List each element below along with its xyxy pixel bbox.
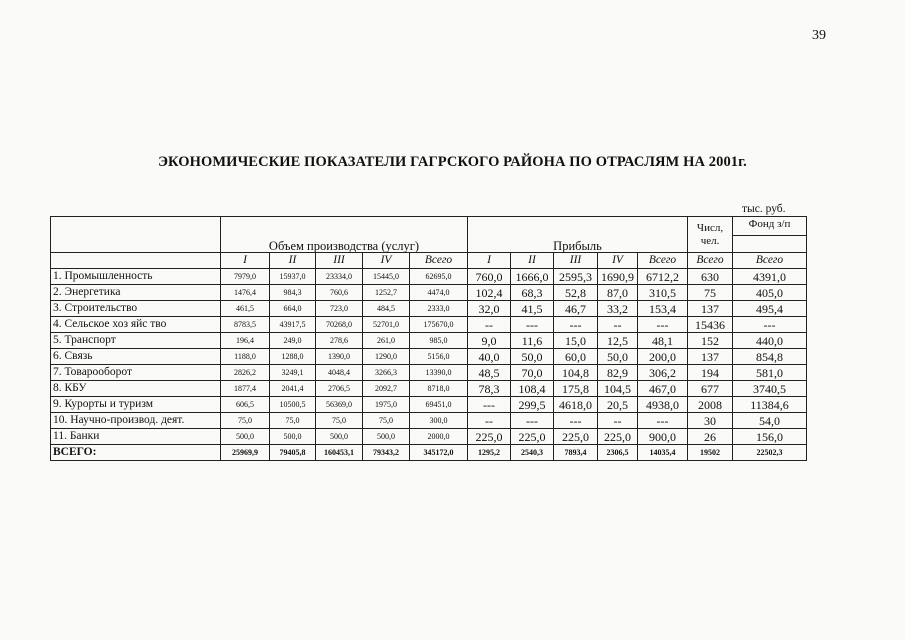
- table-cell: 310,5: [638, 285, 688, 301]
- table-cell: 854,8: [733, 349, 807, 365]
- table-cell: 5156,0: [410, 349, 468, 365]
- row-label: 11. Банки: [51, 429, 221, 445]
- table-cell: 760,0: [468, 269, 511, 285]
- table-cell: 985,0: [410, 333, 468, 349]
- table-cell: 8783,5: [221, 317, 270, 333]
- sub-header-cell: III: [316, 253, 363, 269]
- table-cell: 75: [688, 285, 733, 301]
- table-cell: 69451,0: [410, 397, 468, 413]
- table-cell: 677: [688, 381, 733, 397]
- economic-indicators-table: [50, 216, 807, 461]
- table-cell: 2706,5: [316, 381, 363, 397]
- table-cell: 606,5: [221, 397, 270, 413]
- header-corner: [51, 217, 221, 253]
- table-cell: --: [598, 317, 638, 333]
- table-cell: 500,0: [221, 429, 270, 445]
- row-label: 2. Энергетика: [51, 285, 221, 301]
- table-cell: 50,0: [511, 349, 554, 365]
- table-cell: 78,3: [468, 381, 511, 397]
- table-cell: 1666,0: [511, 269, 554, 285]
- table-cell: 194: [688, 365, 733, 381]
- table-cell: 500,0: [363, 429, 410, 445]
- table-cell: 62695,0: [410, 269, 468, 285]
- total-label: ВСЕГО:: [51, 445, 221, 461]
- table-cell: 68,3: [511, 285, 554, 301]
- sub-header-cell: III: [554, 253, 598, 269]
- table-cell: 225,0: [598, 429, 638, 445]
- table-cell: 278,6: [316, 333, 363, 349]
- table-cell: 43917,5: [270, 317, 316, 333]
- total-cell: 79343,2: [363, 445, 410, 461]
- table-cell: 32,0: [468, 301, 511, 317]
- table-cell: 299,5: [511, 397, 554, 413]
- table-cell: 60,0: [554, 349, 598, 365]
- table-cell: 104,8: [554, 365, 598, 381]
- row-label: 8. КБУ: [51, 381, 221, 397]
- table-cell: 4391,0: [733, 269, 807, 285]
- table-cell: 30: [688, 413, 733, 429]
- table-cell: 75,0: [363, 413, 410, 429]
- table-cell: 3249,1: [270, 365, 316, 381]
- table-cell: 137: [688, 301, 733, 317]
- table-cell: 2000,0: [410, 429, 468, 445]
- table-cell: 300,0: [410, 413, 468, 429]
- table-cell: 2333,0: [410, 301, 468, 317]
- table-cell: 581,0: [733, 365, 807, 381]
- total-cell: 14035,4: [638, 445, 688, 461]
- table-cell: 82,9: [598, 365, 638, 381]
- table-cell: 52701,0: [363, 317, 410, 333]
- table-cell: 11384,6: [733, 397, 807, 413]
- sub-header-cell: Всего: [733, 253, 807, 269]
- table-cell: 20,5: [598, 397, 638, 413]
- total-row: [51, 445, 807, 461]
- table-cell: 70,0: [511, 365, 554, 381]
- table-cell: 137: [688, 349, 733, 365]
- table-cell: 664,0: [270, 301, 316, 317]
- row-label: 10. Научно-производ. деят.: [51, 413, 221, 429]
- total-cell: 22502,3: [733, 445, 807, 461]
- table-cell: 1288,0: [270, 349, 316, 365]
- table-cell: 467,0: [638, 381, 688, 397]
- table-cell: 495,4: [733, 301, 807, 317]
- table-cell: 4618,0: [554, 397, 598, 413]
- table-cell: 2826,2: [221, 365, 270, 381]
- sub-header-cell: II: [270, 253, 316, 269]
- table-cell: 23334,0: [316, 269, 363, 285]
- table-cell: 52,8: [554, 285, 598, 301]
- table-cell: 306,2: [638, 365, 688, 381]
- table-cell: 26: [688, 429, 733, 445]
- table-cell: 200,0: [638, 349, 688, 365]
- table-cell: 484,5: [363, 301, 410, 317]
- table-row: [51, 285, 807, 301]
- table-cell: 225,0: [468, 429, 511, 445]
- table-cell: 75,0: [270, 413, 316, 429]
- table-cell: 54,0: [733, 413, 807, 429]
- table-cell: 500,0: [270, 429, 316, 445]
- table-cell: 900,0: [638, 429, 688, 445]
- table-cell: 15,0: [554, 333, 598, 349]
- sub-header-cell: Всего: [638, 253, 688, 269]
- sub-header-cell: Всего: [410, 253, 468, 269]
- table-cell: 46,7: [554, 301, 598, 317]
- table-row: [51, 269, 807, 285]
- table-row: [51, 413, 807, 429]
- table-cell: 4048,4: [316, 365, 363, 381]
- table-cell: 102,4: [468, 285, 511, 301]
- table-cell: 225,0: [554, 429, 598, 445]
- table-cell: 2041,4: [270, 381, 316, 397]
- group-header-fund-blank: [733, 236, 807, 253]
- table-cell: 13390,0: [410, 365, 468, 381]
- table-row: [51, 349, 807, 365]
- table-cell: 500,0: [316, 429, 363, 445]
- table-cell: 1290,0: [363, 349, 410, 365]
- total-cell: 25969,9: [221, 445, 270, 461]
- table-cell: 1390,0: [316, 349, 363, 365]
- table-cell: 9,0: [468, 333, 511, 349]
- table-cell: 87,0: [598, 285, 638, 301]
- table-row: [51, 429, 807, 445]
- table-cell: 2595,3: [554, 269, 598, 285]
- page-number: 39: [812, 28, 826, 43]
- group-header-fund: Фонд з/п: [733, 217, 807, 236]
- table-cell: 104,5: [598, 381, 638, 397]
- total-cell: 345172,0: [410, 445, 468, 461]
- table-cell: 11,6: [511, 333, 554, 349]
- sub-header-cell: Всего: [688, 253, 733, 269]
- table-cell: 41,5: [511, 301, 554, 317]
- total-cell: 1295,2: [468, 445, 511, 461]
- table-cell: --: [598, 413, 638, 429]
- table-cell: 70268,0: [316, 317, 363, 333]
- row-label: 7. Товарооборот: [51, 365, 221, 381]
- table-cell: 156,0: [733, 429, 807, 445]
- table-cell: 12,5: [598, 333, 638, 349]
- table-cell: 1188,0: [221, 349, 270, 365]
- table-cell: 1877,4: [221, 381, 270, 397]
- table-cell: 8718,0: [410, 381, 468, 397]
- table-row: [51, 301, 807, 317]
- table-cell: 225,0: [511, 429, 554, 445]
- group-header-volume: Объем производства (услуг): [221, 217, 468, 253]
- table-cell: 984,3: [270, 285, 316, 301]
- table-cell: 153,4: [638, 301, 688, 317]
- table-cell: 461,5: [221, 301, 270, 317]
- table-cell: 6712,2: [638, 269, 688, 285]
- row-label: 5. Транспорт: [51, 333, 221, 349]
- table-cell: 4474,0: [410, 285, 468, 301]
- table-cell: 50,0: [598, 349, 638, 365]
- table-cell: --: [468, 317, 511, 333]
- table-cell: 75,0: [221, 413, 270, 429]
- total-cell: 7893,4: [554, 445, 598, 461]
- row-label: 4. Сельское хоз яйс тво: [51, 317, 221, 333]
- table-cell: 40,0: [468, 349, 511, 365]
- table-cell: 48,5: [468, 365, 511, 381]
- table-cell: 261,0: [363, 333, 410, 349]
- table-cell: 7979,0: [221, 269, 270, 285]
- table-cell: 196,4: [221, 333, 270, 349]
- table-row: [51, 317, 807, 333]
- table-cell: 723,0: [316, 301, 363, 317]
- table-cell: ---: [554, 317, 598, 333]
- table-cell: ---: [638, 413, 688, 429]
- table-cell: ---: [733, 317, 807, 333]
- sub-header-cell: I: [221, 253, 270, 269]
- table-cell: 2008: [688, 397, 733, 413]
- table-cell: 440,0: [733, 333, 807, 349]
- table-cell: 175670,0: [410, 317, 468, 333]
- table-cell: 1476,4: [221, 285, 270, 301]
- row-label: 9. Курорты и туризм: [51, 397, 221, 413]
- table-cell: 10500,5: [270, 397, 316, 413]
- total-cell: 19502: [688, 445, 733, 461]
- total-cell: 79405,8: [270, 445, 316, 461]
- row-label: 6. Связь: [51, 349, 221, 365]
- table-row: [51, 333, 807, 349]
- sub-header-blank: [51, 253, 221, 269]
- table-cell: 75,0: [316, 413, 363, 429]
- row-label: 1. Промышленность: [51, 269, 221, 285]
- page-title: ЭКОНОМИЧЕСКИЕ ПОКАЗАТЕЛИ ГАГРСКОГО РАЙОНА ПО ОТРАСЛЯМ НА 2001г.: [158, 154, 747, 170]
- table-cell: 405,0: [733, 285, 807, 301]
- group-header-staff: Числ, чел.: [688, 217, 733, 253]
- sub-header-row: [51, 253, 807, 269]
- table-cell: 1975,0: [363, 397, 410, 413]
- table-row: [51, 381, 807, 397]
- table-cell: 4938,0: [638, 397, 688, 413]
- table-cell: 56369,0: [316, 397, 363, 413]
- table-cell: ---: [511, 413, 554, 429]
- table-cell: ---: [468, 397, 511, 413]
- table-cell: 33,2: [598, 301, 638, 317]
- row-label: 3. Строительство: [51, 301, 221, 317]
- table-row: [51, 365, 807, 381]
- table-cell: --: [468, 413, 511, 429]
- table-cell: 2092,7: [363, 381, 410, 397]
- table-cell: 175,8: [554, 381, 598, 397]
- group-header-profit: Прибыль: [468, 217, 688, 253]
- total-cell: 2540,3: [511, 445, 554, 461]
- table-cell: ---: [554, 413, 598, 429]
- table-cell: 3266,3: [363, 365, 410, 381]
- sub-header-cell: I: [468, 253, 511, 269]
- units-label: тыс. руб.: [742, 203, 786, 215]
- table-cell: 48,1: [638, 333, 688, 349]
- table-cell: ---: [511, 317, 554, 333]
- sub-header-cell: IV: [598, 253, 638, 269]
- table-cell: 15436: [688, 317, 733, 333]
- table-cell: 152: [688, 333, 733, 349]
- table-cell: 15445,0: [363, 269, 410, 285]
- table-cell: 15937,0: [270, 269, 316, 285]
- table-body: [51, 269, 807, 461]
- table-cell: 1690,9: [598, 269, 638, 285]
- table-cell: 630: [688, 269, 733, 285]
- sub-header-cell: II: [511, 253, 554, 269]
- total-cell: 2306,5: [598, 445, 638, 461]
- table-cell: 3740,5: [733, 381, 807, 397]
- table-cell: 760,6: [316, 285, 363, 301]
- total-cell: 160453,1: [316, 445, 363, 461]
- table-cell: 1252,7: [363, 285, 410, 301]
- table-row: [51, 397, 807, 413]
- table-cell: 249,0: [270, 333, 316, 349]
- sub-header-cell: IV: [363, 253, 410, 269]
- table-cell: 108,4: [511, 381, 554, 397]
- table-cell: ---: [638, 317, 688, 333]
